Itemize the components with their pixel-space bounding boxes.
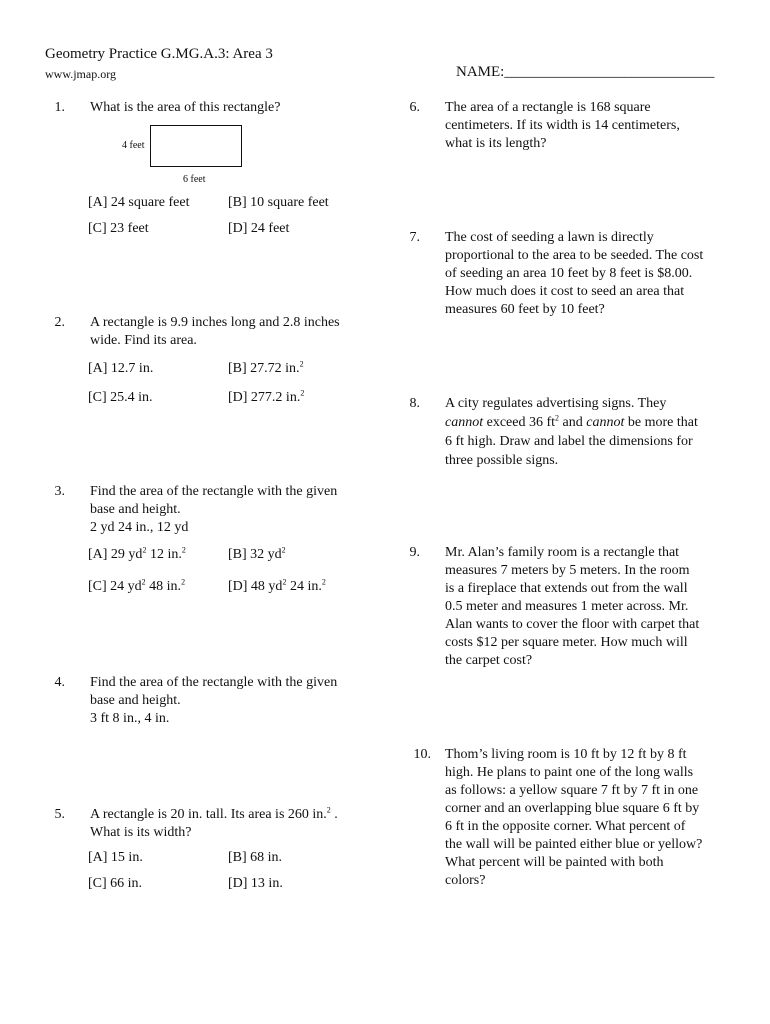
question-text-line: proportional to the area to be seeded. The cost [445,248,704,263]
question-text-line: base and height. [90,693,181,708]
question-text-line: what is its length? [445,136,547,151]
question-text-line: 3 ft 8 in., 4 in. [90,711,170,726]
choice-c[interactable]: [C] 24 $yd^2$ 48 in.$^2$ [88,577,186,594]
question-text-line: A rectangle is 9.9 inches long and 2.8 inches [90,315,340,330]
question-text-line: 0.5 meter and measures 1 meter across. Mr. [445,599,689,614]
question-text-line: cannot exceed 36 $ft^2$ and cannot be more that [445,413,698,430]
question-text-line: the wall will be painted either blue or yellow? [445,837,703,852]
question-text-line: What percent will be painted with both [445,855,664,870]
question-text-line: Mr. Alan’s family room is a rectangle that [445,545,680,560]
choice-d[interactable]: [D] 48 $yd^2$ 24 in.$^2$ [228,577,326,594]
question-text-line: A city regulates advertising signs. They [445,396,667,411]
choice-c[interactable]: [C] 25.4 in. [88,390,153,405]
question-text-line: wide. Find its area. [90,333,197,348]
question-text-line: 6 ft high. Draw and label the dimensions for [445,434,693,449]
question-text: What is the area of this rectangle? [90,100,281,115]
name-field-label: NAME:____________________________ [456,64,715,80]
question-text-line: Find the area of the rectangle with the given [90,484,338,499]
choice-b[interactable]: [B] 68 in. [228,850,283,865]
question-text-line: The area of a rectangle is 168 square [445,100,651,115]
question-text-line: How much does it cost to seed an area that [445,284,685,299]
question-text-line: Thom’s living room is 10 ft by 12 ft by 8 ft [445,747,687,762]
question-text-line: colors? [445,873,486,888]
choice-b[interactable]: [B] 27.72 in.$^2$ [228,359,304,376]
choice-b[interactable]: [B] 10 square feet [228,195,329,210]
question-number: 5. [54,807,65,822]
question-number: 9. [409,545,420,560]
height-label: 4 feet [122,140,145,151]
question-text-line: The cost of seeding a lawn is directly [445,230,654,245]
choice-d[interactable]: [D] 277.2 in.$^2$ [228,388,305,405]
choice-a[interactable]: [A] 29 $yd^2$ 12 in.$^2$ [88,545,186,562]
rectangle-figure [150,125,242,167]
question-text-line: corner and an overlapping blue square 6 ft by [445,801,700,816]
question-text-line: 2 yd 24 in., 12 yd [90,520,189,535]
question-number: 3. [54,484,65,499]
choice-a[interactable]: [A] 24 square feet [88,195,190,210]
website-url: www.jmap.org [45,67,116,81]
question-text-line: 6 ft in the opposite corner. What percent of [445,819,686,834]
question-number: 8. [409,396,420,411]
question-text-line: base and height. [90,502,181,517]
question-number: 10. [413,747,431,762]
question-text-line: high. He plans to paint one of the long walls [445,765,694,780]
question-number: 4. [54,675,65,690]
choice-c[interactable]: [C] 66 in. [88,876,143,891]
question-text-line: the carpet cost? [445,653,533,668]
choice-a[interactable]: [A] 15 in. [88,850,143,865]
question-text-line: A rectangle is 20 in. tall. Its area is 260 in.$^2$ . [90,805,338,822]
question-text-line: of seeding an area 10 feet by 8 feet is $8.00. [445,266,693,281]
question-number: 7. [409,230,420,245]
choice-a[interactable]: [A] 12.7 in. [88,361,154,376]
question-number: 2. [54,315,65,330]
width-label: 6 feet [183,174,206,185]
question-text-line: measures 60 feet by 10 feet? [445,302,605,317]
question-text-line: What is its width? [90,825,192,840]
question-number: 6. [409,100,420,115]
worksheet-title: Geometry Practice G.MG.A.3: Area 3 [45,46,273,62]
choice-d[interactable]: [D] 13 in. [228,876,283,891]
question-text-line: centimeters. If its width is 14 centimeters, [445,118,680,133]
question-text-line: measures 7 meters by 5 meters. In the room [445,563,690,578]
choice-b[interactable]: [B] 32 $yd^2$ [228,545,286,562]
question-text-line: Alan wants to cover the floor with carpet that [445,617,700,632]
question-text-line: costs $12 per square meter. How much will [445,635,688,650]
choice-d[interactable]: [D] 24 feet [228,221,290,236]
question-text-line: is a fireplace that extends out from the wall [445,581,688,596]
question-text-line: three possible signs. [445,453,559,468]
question-text-line: as follows: a yellow square 7 ft by 7 ft in one [445,783,699,798]
question-text-line: Find the area of the rectangle with the given [90,675,338,690]
question-number: 1. [54,100,65,115]
choice-c[interactable]: [C] 23 feet [88,221,149,236]
